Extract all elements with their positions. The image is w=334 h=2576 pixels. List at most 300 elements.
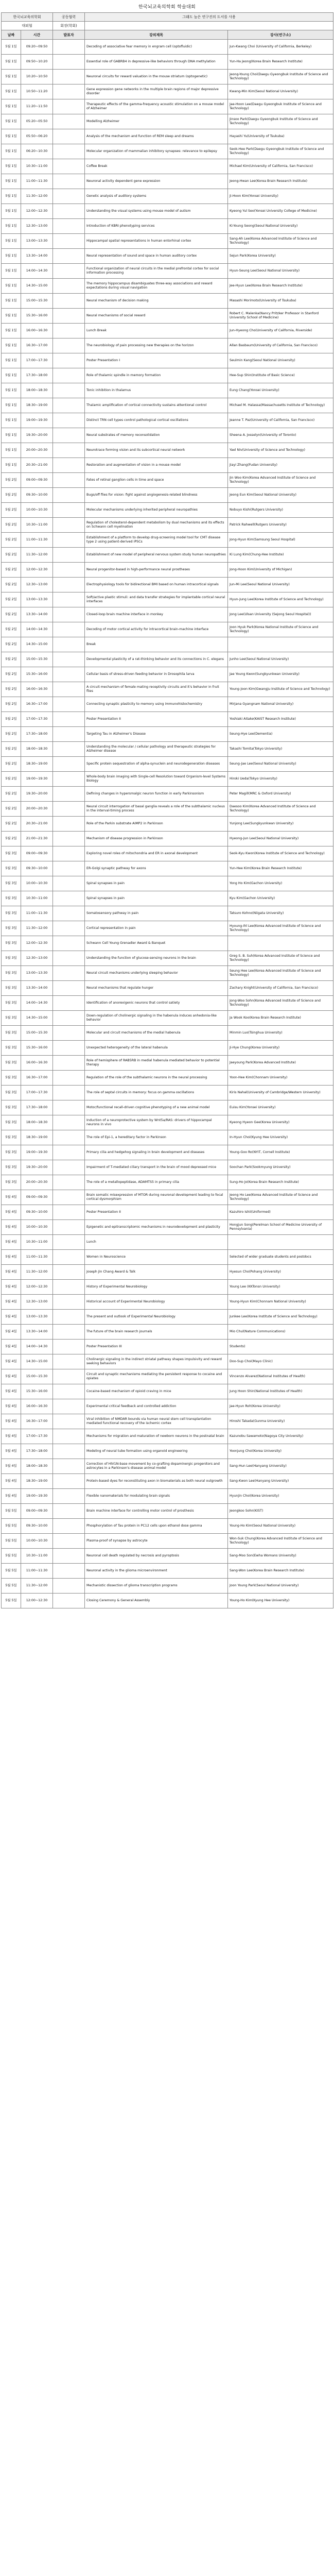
schedule-table	[1, 12, 333, 1608]
topic-cell: Molecular and circuit mechanisms of the medial habenula	[85, 1026, 228, 1041]
topic-cell: The present and outlook of Experimental Neurobiology	[85, 1310, 228, 1325]
topic-cell: Unexpected heterogeneity of the lateral habenula	[85, 1041, 228, 1056]
time-cell: 10:50~11:20	[21, 84, 53, 99]
time-cell: 10:30~11:00	[21, 891, 53, 906]
topic-cell: Neural circuit interrogation of basal ganglia reveals a role of the subthalamic nucleus in the interval-timing process	[85, 802, 228, 817]
table-row	[2, 1220, 333, 1235]
presenter-cell	[53, 413, 85, 428]
speaker-cell: Seung-Hye Lee(Dementia)	[228, 727, 333, 742]
date-cell: 5월 1일	[2, 219, 21, 234]
date-cell: 5월 4일	[2, 1354, 21, 1369]
date-cell: 5월 3일	[2, 846, 21, 861]
topic-cell: Correction of HIV1N-base movement by co-grafting dopaminergic progenitors and astrocytes in a Parkinson's disease animal model	[85, 1459, 228, 1474]
time-cell: 20:00~20:30	[21, 1175, 53, 1190]
speaker-cell: Sang-Hun Lee(Hanyang University)	[228, 1459, 333, 1474]
topic-cell: Tonic inhibition in thalamus	[85, 383, 228, 398]
topic-cell: Decoding of associative fear memory in engram cell (optofluidic)	[85, 40, 228, 55]
table-row	[2, 802, 333, 817]
time-cell: 18:30~19:00	[21, 398, 53, 413]
presenter-cell	[53, 249, 85, 264]
table-row	[2, 428, 333, 443]
speaker-cell: Jeong Eun Kim(Seoul National University)	[228, 488, 333, 503]
table-row	[2, 697, 333, 712]
topic-cell: Essential role of GABRB4 in depressive-like behaviors through DNA methylation	[85, 55, 228, 70]
presenter-cell	[53, 1280, 85, 1295]
table-row	[2, 607, 333, 622]
topic-cell: Soft/active plastic stimuli: and data transfer strategies for implantable cortical neural interfaces	[85, 592, 228, 607]
table-row	[2, 1489, 333, 1504]
date-cell: 5월 4일	[2, 1474, 21, 1489]
table-row	[2, 876, 333, 891]
topic-cell: Understanding the molecular / cellular pathology and therapeutic strategies for Alzheimer disease	[85, 742, 228, 757]
time-cell: 13:00~13:30	[21, 966, 53, 981]
time-cell: 09:30~10:00	[21, 488, 53, 503]
table-row	[2, 1564, 333, 1579]
presenter-cell	[53, 1056, 85, 1071]
date-cell: 5월 4일	[2, 1220, 21, 1235]
time-cell: 17:30~18:00	[21, 1100, 53, 1115]
table-row	[2, 772, 333, 787]
topic-cell: Coffee Break	[85, 159, 228, 174]
time-cell: 11:30~12:00	[21, 189, 53, 204]
speaker-cell: Jae Young Kwon(Sungkyunkwan University)	[228, 667, 333, 682]
time-cell: 09:00~09:30	[21, 1504, 53, 1519]
speaker-cell: Jeong-Young Choi(Daegu Gyeongbuk Institute of Science and Technology)	[228, 70, 333, 84]
speaker-cell: Yun-Ha Jeong(Korea Brain Research Institute)	[228, 55, 333, 70]
speaker-cell: Kyeong Hyeon Gee(Korea University)	[228, 1115, 333, 1130]
speaker-cell: Kyeong Yul Seo(Yonsei University College of Medicine)	[228, 204, 333, 219]
presenter-cell	[53, 861, 85, 876]
speaker-cell: Jae-Hoon Lee(Daegu Gyeongbuk Institute of Science and Technology)	[228, 99, 333, 114]
topic-cell: Poster Presentation II	[85, 1205, 228, 1220]
speaker-cell: Jong Lee(Ulsan University (Sejong Seoul Hospital))	[228, 607, 333, 622]
time-cell: 19:30~20:00	[21, 787, 53, 802]
time-cell: 10:00~10:30	[21, 503, 53, 518]
topic-cell: Induction of a neuroprotective system by Wnt5a/RAS: drivers of hippocampal neurons in vivo	[85, 1115, 228, 1130]
topic-cell: Role of the Parkin substrate AIMP2 in Parkinson	[85, 817, 228, 832]
speaker-cell: Peter Magill(MRC & Oxford University)	[228, 787, 333, 802]
presenter-cell	[53, 787, 85, 802]
speaker-cell: In-Hyun Choi(Kyung Hee University)	[228, 1130, 333, 1145]
topic-cell: Down-regulation of cholinergic signaling in the habenula induces anhedonia-like behavior	[85, 1011, 228, 1026]
topic-cell: Closed-loop brain machine interface in monkey	[85, 607, 228, 622]
topic-cell: Neuronal activity dependent gene expression	[85, 174, 228, 189]
speaker-cell: Hayashi Yu(University of Tsukuba)	[228, 129, 333, 144]
presenter-cell	[53, 936, 85, 951]
date-cell: 5월 4일	[2, 1265, 21, 1280]
time-cell: 10:00~10:30	[21, 1534, 53, 1549]
date-cell: 5월 1일	[2, 189, 21, 204]
table-row	[2, 727, 333, 742]
speaker-cell: Vincenzo Alvarez(National Institutes of Health)	[228, 1369, 333, 1384]
table-row	[2, 1519, 333, 1534]
topic-cell: Circuit and synaptic mechanisms mediating the persistent response to cocaine and opiates	[85, 1369, 228, 1384]
topic-cell: Poster Presentation III	[85, 1340, 228, 1354]
table-row	[2, 1160, 333, 1175]
speaker-cell: Seok-Hee Park(Daegu Gyeongbuk Institute of Science and Technology)	[228, 144, 333, 159]
table-row	[2, 1384, 333, 1399]
speaker-cell: Young-Joon Kim(Gwangju Institute of Science and Technology)	[228, 682, 333, 697]
presenter-cell	[53, 772, 85, 787]
time-cell: 18:00~18:30	[21, 1115, 53, 1130]
date-cell: 5월 4일	[2, 1369, 21, 1384]
topic-cell: Cellular basis of stress-driven feeding behavior in Drosophila larva	[85, 667, 228, 682]
date-cell: 5월 5일	[2, 1519, 21, 1534]
time-cell: 13:00~13:30	[21, 592, 53, 607]
date-cell: 5월 2일	[2, 832, 21, 846]
date-cell: 5월 3일	[2, 1041, 21, 1056]
time-cell: 11:30~12:00	[21, 921, 53, 936]
speaker-cell: Ji-Hoon Kim(Yonsei University)	[228, 189, 333, 204]
table-row	[2, 548, 333, 563]
date-cell: 5월 1일	[2, 174, 21, 189]
table-row	[2, 294, 333, 309]
table-row	[2, 652, 333, 667]
topic-cell: The memory hippocampus disambiguates three-way associations and reward expectations during visual navigation	[85, 279, 228, 294]
speaker-cell: Jun-Kwang Choi (University of California, Berkeley)	[228, 40, 333, 55]
speaker-cell: Yunjong Lee(Sungkyunkwan University)	[228, 817, 333, 832]
presenter-cell	[53, 503, 85, 518]
time-cell: 09:00~09:30	[21, 846, 53, 861]
topic-cell: Impairment of T-mediated ciliary transport in the brain of mood depressed mice	[85, 1160, 228, 1175]
topic-cell: Brain somatic misexpression of MTOR during neuronal development leading to focal cortical dysmorphism	[85, 1190, 228, 1205]
presenter-cell	[53, 1100, 85, 1115]
topic-cell: Bugs/off flies for vision: fight against angiogenesis-related blindness	[85, 488, 228, 503]
table-row	[2, 1474, 333, 1489]
date-cell: 5월 3일	[2, 1086, 21, 1100]
date-cell: 5월 4일	[2, 1235, 21, 1250]
presenter-cell	[53, 607, 85, 622]
speaker-cell: Yoonjung Choi(Korea University)	[228, 1444, 333, 1459]
date-cell: 5월 5일	[2, 1534, 21, 1549]
time-cell: 12:00~12:30	[21, 936, 53, 951]
presenter-cell	[53, 1504, 85, 1519]
presenter-cell	[53, 652, 85, 667]
date-cell: 5월 2일	[2, 682, 21, 697]
presenter-cell	[53, 1594, 85, 1608]
table-row	[2, 996, 333, 1011]
topic-cell: Neurotrace forming vision and its subcortical neural network	[85, 443, 228, 458]
time-cell: 09:20~09:50	[21, 40, 53, 55]
topic-cell: The role of Epi-1, a hereditary factor in Parkinson	[85, 1130, 228, 1145]
topic-cell: Phosphorylation of Tau protein in PC12 cells upon ethanol dose gamma	[85, 1519, 228, 1534]
speaker-cell: Kazuhiro Ishii(Uniformed)	[228, 1205, 333, 1220]
date-cell: 5월 1일	[2, 159, 21, 174]
topic-cell: Establishment of a platform to develop drug-screening model tool for CMT disease type 2 using patient-derived iPSCs	[85, 533, 228, 548]
table-row	[2, 712, 333, 727]
presenter-cell	[53, 742, 85, 757]
speaker-cell: Jee-Hyun Lee(Korea Brain Research Institute)	[228, 279, 333, 294]
date-cell: 5월 2일	[2, 787, 21, 802]
table-row	[2, 473, 333, 488]
speaker-cell: Kazunobu Sawamoto(Nagoya City University)	[228, 1429, 333, 1444]
time-cell: 13:30~14:00	[21, 607, 53, 622]
time-cell: 10:00~10:30	[21, 1220, 53, 1235]
speaker-cell: Hyun-Seung Lee(Seoul National University)	[228, 264, 333, 279]
presenter-cell	[53, 55, 85, 70]
table-row	[2, 1354, 333, 1369]
speaker-cell: Seung-Jae Lee(Seoul National University)	[228, 757, 333, 772]
topic-cell: Connecting synaptic plasticity to memory using immunohistochemistry	[85, 697, 228, 712]
time-cell: 11:30~12:00	[21, 1265, 53, 1280]
table-row	[2, 1011, 333, 1026]
time-cell: 12:30~13:00	[21, 578, 53, 592]
topic-cell: Lunch	[85, 1235, 228, 1250]
topic-cell: Restoration and augmentation of vision in a mouse model	[85, 458, 228, 473]
speaker-cell: Greg S. B. Suh(Korea Advanced Institute of Science and Technology)	[228, 951, 333, 966]
date-cell: 5월 2일	[2, 742, 21, 757]
table-row	[2, 1594, 333, 1608]
presenter-cell	[53, 1086, 85, 1100]
time-cell: 12:00~12:30	[21, 563, 53, 578]
column-date: 날짜	[2, 30, 21, 40]
presenter-cell	[53, 1369, 85, 1384]
speaker-cell: Jiayi Zhang(Fudan University)	[228, 458, 333, 473]
speaker-cell: Young-Hyun Kim(Chonnam National University)	[228, 1295, 333, 1310]
time-cell: 14:00~14:30	[21, 622, 53, 637]
time-cell: 17:00~17:30	[21, 1086, 53, 1100]
topic-cell: Targeting Tau in Alzheimer's Disease	[85, 727, 228, 742]
date-cell: 5월 2일	[2, 772, 21, 787]
presenter-cell	[53, 832, 85, 846]
table-row	[2, 921, 333, 936]
speaker-cell: Hyesun Cho(Pohang University)	[228, 1265, 333, 1280]
topic-cell: Neuronal circuits for reward valuation in the mouse striatum (optogenetic)	[85, 70, 228, 84]
table-row	[2, 503, 333, 518]
date-cell: 5월 2일	[2, 727, 21, 742]
presenter-cell	[53, 338, 85, 353]
time-cell: 05:50~06:20	[21, 129, 53, 144]
presenter-cell	[53, 622, 85, 637]
date-cell: 5월 4일	[2, 1250, 21, 1265]
date-cell: 5월 3일	[2, 1145, 21, 1160]
time-cell: 17:30~18:00	[21, 1444, 53, 1459]
presenter-cell	[53, 1340, 85, 1354]
time-cell: 15:30~16:00	[21, 667, 53, 682]
presenter-cell	[53, 637, 85, 652]
speaker-cell: Eung Chang(Yonsei University)	[228, 383, 333, 398]
presenter-cell	[53, 996, 85, 1011]
topic-cell: Women in Neuroscience	[85, 1250, 228, 1265]
presenter-cell	[53, 757, 85, 772]
date-cell: 5월 3일	[2, 1056, 21, 1071]
time-cell: 14:30~15:00	[21, 1354, 53, 1369]
table-row	[2, 981, 333, 996]
table-row	[2, 204, 333, 219]
table-row	[2, 637, 333, 652]
speaker-cell: Masashi Morimoto(University of Tsukuba)	[228, 294, 333, 309]
speaker-cell: Sheena A. Josselyn(University of Toronto)	[228, 428, 333, 443]
presenter-cell	[53, 1399, 85, 1414]
date-cell: 5월 3일	[2, 1100, 21, 1115]
topic-cell: Establishment of new model of peripheral nervous system study human neuropathies	[85, 548, 228, 563]
speaker-cell	[228, 1235, 333, 1250]
time-cell: 09:00~09:30	[21, 473, 53, 488]
presenter-cell	[53, 458, 85, 473]
presenter-cell	[53, 1579, 85, 1594]
presenter-cell	[53, 1235, 85, 1250]
presenter-cell	[53, 84, 85, 99]
date-cell: 5월 1일	[2, 204, 21, 219]
topic-cell: Spinal synapses in pain	[85, 876, 228, 891]
schedule-body	[2, 40, 333, 1608]
time-cell: 16:00~16:30	[21, 682, 53, 697]
presenter-cell	[53, 40, 85, 55]
table-row	[2, 413, 333, 428]
topic-cell: Experimental critical feedback and controlled addiction	[85, 1399, 228, 1414]
topic-cell: Thalamic amplification of cortical connectivity sustains attentional control	[85, 398, 228, 413]
presenter-cell	[53, 1011, 85, 1026]
table-row	[2, 1444, 333, 1459]
date-cell: 5월 1일	[2, 129, 21, 144]
date-cell: 5월 1일	[2, 443, 21, 458]
topic-cell: Regulation of cholesterol-dependent metabolism by dual mechanisms and its effects on Schwann cell myelination	[85, 518, 228, 533]
table-row	[2, 144, 333, 159]
topic-cell: The role of septal circuits in memory: focus on gamma oscillations	[85, 1086, 228, 1100]
presenter-cell	[53, 921, 85, 936]
topic-cell: Spinal synapses in pain	[85, 891, 228, 906]
speaker-cell: Jinsoo Park(Daegu Gyeongbuk Institute of Science and Technology)	[228, 114, 333, 129]
page-title: 한국뇌교육의학회 학술대회	[138, 5, 196, 10]
time-cell: 18:30~19:00	[21, 757, 53, 772]
topic-cell: Electrophysiology tools for bidirectional BMI based on human intracortical signals	[85, 578, 228, 592]
presenter-cell	[53, 1519, 85, 1534]
time-cell: 15:00~15:30	[21, 1369, 53, 1384]
table-row	[2, 309, 333, 324]
table-row	[2, 174, 333, 189]
topic-cell: Neural representation of sound and space in human auditory cortex	[85, 249, 228, 264]
table-row	[2, 936, 333, 951]
time-cell: 05:20~05:50	[21, 114, 53, 129]
date-cell: 5월 3일	[2, 1011, 21, 1026]
presenter-cell	[53, 518, 85, 533]
speaker-cell: Nobuyo Kishi(Rutgers University)	[228, 503, 333, 518]
time-cell: 10:30~11:00	[21, 518, 53, 533]
speaker-cell: Michael M. Halassa(Massachusetts Institute of Technology)	[228, 398, 333, 413]
time-cell: 18:30~19:00	[21, 1474, 53, 1489]
topic-cell: Introduction of KBRI phenotyping services	[85, 219, 228, 234]
table-row	[2, 757, 333, 772]
speaker-cell: Jun-Mi Lee(Seoul National University)	[228, 578, 333, 592]
header-blank	[85, 22, 333, 30]
date-cell: 5월 1일	[2, 84, 21, 99]
date-cell: 5월 3일	[2, 861, 21, 876]
table-row	[2, 99, 333, 114]
date-cell: 5월 2일	[2, 533, 21, 548]
table-row	[2, 249, 333, 264]
date-cell: 5월 5일	[2, 1504, 21, 1519]
date-cell: 5월 4일	[2, 1340, 21, 1354]
presenter-cell	[53, 1534, 85, 1549]
date-cell: 5월 4일	[2, 1205, 21, 1220]
presenter-cell	[53, 1071, 85, 1086]
table-row	[2, 787, 333, 802]
table-row	[2, 1399, 333, 1414]
time-cell: 15:30~16:00	[21, 309, 53, 324]
presenter-cell	[53, 1459, 85, 1474]
speaker-cell: Jae-Hyun Roh(Korea University)	[228, 1399, 333, 1414]
presenter-cell	[53, 846, 85, 861]
date-cell: 5월 2일	[2, 503, 21, 518]
table-row	[2, 1280, 333, 1295]
time-cell: 16:00~16:30	[21, 1399, 53, 1414]
speaker-cell: Hongjun Song(Perelman School of Medicine University of Pennsylvania)	[228, 1220, 333, 1235]
topic-cell: Schwann Cell Young Grenadier Award & Banquet	[85, 936, 228, 951]
presenter-cell	[53, 592, 85, 607]
table-row	[2, 966, 333, 981]
time-cell: 18:00~18:30	[21, 742, 53, 757]
table-row	[2, 368, 333, 383]
speaker-cell: Jong-Hoon Kim(University of Michigan)	[228, 563, 333, 578]
presenter-cell	[53, 533, 85, 548]
speaker-cell: Jeong Ho Lee(Korea Advanced Institute of Science and Technology)	[228, 1190, 333, 1205]
table-row	[2, 398, 333, 413]
speaker-cell: Jaeyoung Park(Korea Advanced Institute)	[228, 1056, 333, 1071]
presenter-cell	[53, 99, 85, 114]
time-cell: 13:30~14:00	[21, 981, 53, 996]
presenter-cell	[53, 1190, 85, 1205]
speaker-cell: Daesoo Kim(Korea Advanced Institute of Science and Technology)	[228, 802, 333, 817]
table-row	[2, 114, 333, 129]
topic-cell: The role of a metallopeptidase, ADAMTS5 in primary cilia	[85, 1175, 228, 1190]
table-row	[2, 1205, 333, 1220]
presenter-cell	[53, 219, 85, 234]
presenter-cell	[53, 324, 85, 338]
speaker-cell: Zachary Knight(University of California, San Francisco)	[228, 981, 333, 996]
time-cell: 15:30~16:00	[21, 1384, 53, 1399]
table-row	[2, 832, 333, 846]
column-header-row	[2, 30, 333, 40]
date-cell: 5월 1일	[2, 353, 21, 368]
presenter-cell	[53, 1145, 85, 1160]
time-cell: 12:00~12:30	[21, 204, 53, 219]
date-cell: 5월 4일	[2, 1325, 21, 1340]
topic-cell: Hippocampal spatial representations in human entorhinal cortex	[85, 234, 228, 249]
presenter-cell	[53, 578, 85, 592]
speaker-cell: Jeong-Hwan Lee(Korea Brain Research Institute)	[228, 174, 333, 189]
table-row	[2, 458, 333, 473]
presenter-cell	[53, 368, 85, 383]
speaker-cell: Young-Ho Kim(Seoul National University)	[228, 1519, 333, 1534]
time-cell: 14:00~14:30	[21, 264, 53, 279]
presenter-cell	[53, 1310, 85, 1325]
presenter-cell	[53, 174, 85, 189]
speaker-cell: Yael Niv(University of Science and Technology)	[228, 443, 333, 458]
table-row	[2, 1130, 333, 1145]
topic-cell: The neurobiology of pain processing new therapies on the horizon	[85, 338, 228, 353]
time-cell: 14:30~15:00	[21, 279, 53, 294]
topic-cell: Identification of anorexigenic neurons that control satiety	[85, 996, 228, 1011]
table-row	[2, 1145, 333, 1160]
speaker-cell: Jung Hoon Shin(National Institutes of Health)	[228, 1384, 333, 1399]
table-row	[2, 1265, 333, 1280]
presenter-cell	[53, 488, 85, 503]
table-row	[2, 742, 333, 757]
speaker-cell: Junkee Lee(Korea Institute of Science and Technology)	[228, 1310, 333, 1325]
date-cell: 5월 3일	[2, 981, 21, 996]
time-cell: 13:30~14:00	[21, 1325, 53, 1340]
speaker-cell: Ja Wook Koo(Korea Brain Research Institute)	[228, 1011, 333, 1026]
date-cell: 5월 1일	[2, 70, 21, 84]
table-row	[2, 1310, 333, 1325]
table-row	[2, 1534, 333, 1549]
table-row	[2, 1175, 333, 1190]
topic-cell: Joseph Jin Chang Award & Talk	[85, 1265, 228, 1280]
column-time: 시간	[21, 30, 53, 40]
topic-cell: Exploring novel roles of mitochondria and ER in axonal development	[85, 846, 228, 861]
topic-cell: Closing Ceremony & General Assembly	[85, 1594, 228, 1608]
speaker-cell: Sejun Park(Korea University)	[228, 249, 333, 264]
